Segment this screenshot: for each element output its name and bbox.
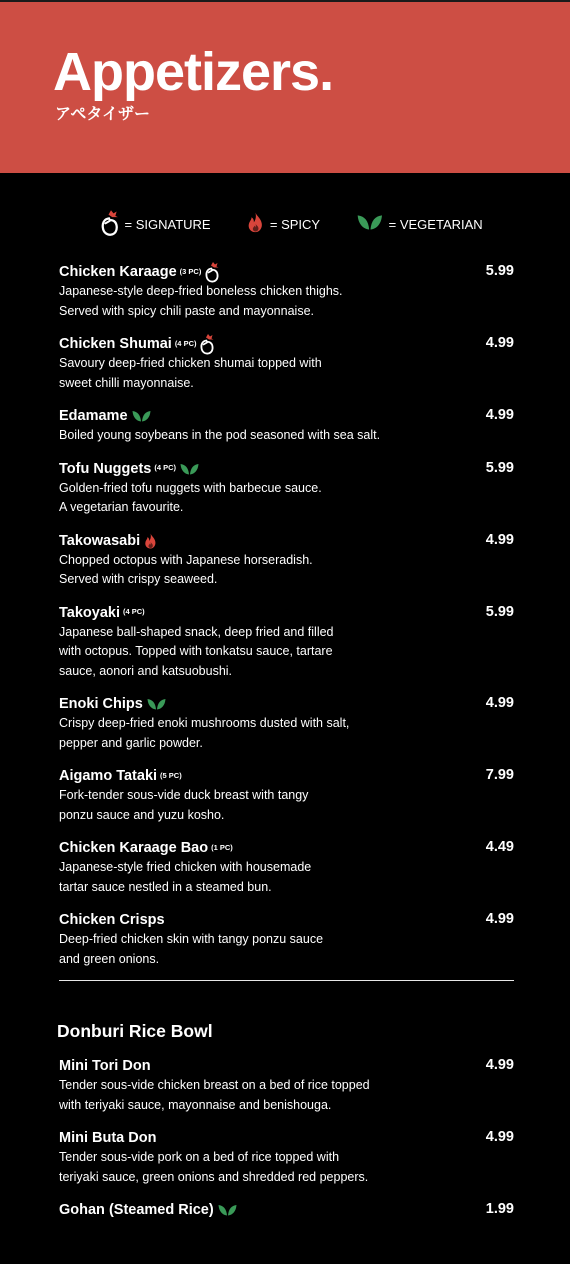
menu-item xyxy=(59,1056,514,1115)
description-line: Served with spicy chili paste and mayonnaise. xyxy=(59,303,314,318)
donburi-section-title: Donburi Rice Bowl xyxy=(57,1021,213,1041)
menu-item-name: Aigamo Tataki xyxy=(59,768,158,784)
menu-item-name: Enoki Chips xyxy=(59,696,143,712)
menu-item-price: 5.99 xyxy=(485,263,514,279)
description-line: A vegetarian favourite. xyxy=(59,500,184,514)
menu-item xyxy=(59,766,514,825)
flame-icon xyxy=(247,212,270,236)
leaf-icon xyxy=(132,410,151,422)
menu-item-price: 5.99 xyxy=(485,459,514,476)
description-line: Served with crispy seaweed. xyxy=(59,572,218,586)
description-line: Golden-fried tofu nuggets with barbecue sauce. xyxy=(59,480,322,495)
menu-item-header xyxy=(59,766,514,786)
legend-signature xyxy=(101,208,211,240)
donburi-list xyxy=(59,1056,514,1233)
menu-item xyxy=(59,694,514,753)
description-line: Crispy deep-fried enoki mushrooms dusted with salt, xyxy=(59,716,350,730)
description-line: Chopped octopus with Japanese horseradish. xyxy=(59,552,313,567)
legend-spicy xyxy=(247,208,320,240)
description-line: tartar sauce nestled in a steamed bun. xyxy=(59,879,272,894)
menu-item-header xyxy=(59,334,514,354)
description-line: pepper and garlic powder. xyxy=(59,735,203,750)
section-divider xyxy=(59,980,514,981)
description-line: with teriyaki sauce, mayonnaise and benishouga. xyxy=(59,1097,332,1112)
description-line: Fork-tender sous-vide duck breast with tangy xyxy=(59,788,309,802)
header-banner xyxy=(0,0,570,173)
flame-icon xyxy=(144,533,157,549)
menu-item-description xyxy=(59,930,459,969)
menu-item xyxy=(59,603,514,682)
legend-signature-label: = SIGNATURE xyxy=(124,216,211,232)
page-subtitle: アペタイザー xyxy=(55,106,151,123)
menu-item-quantity: (4 PC) xyxy=(174,338,197,348)
menu-item-header xyxy=(59,838,514,858)
legend-vegetarian xyxy=(357,208,483,240)
menu-item-description xyxy=(59,426,459,446)
menu-item-name: Edamame xyxy=(59,408,128,424)
description-line: Tender sous-vide pork on a bed of rice topped with xyxy=(59,1150,340,1164)
menu-item-header xyxy=(59,1128,514,1148)
menu-item-header xyxy=(59,910,514,930)
menu-item-price: 4.99 xyxy=(485,407,514,423)
menu-item-name: Tofu Nuggets xyxy=(59,460,152,477)
menu-item xyxy=(59,459,514,518)
menu-item-description xyxy=(59,479,459,518)
menu-item-price: 4.99 xyxy=(485,911,514,927)
menu-item-quantity: (3 PC) xyxy=(179,266,202,276)
menu-item-name: Takowasabi xyxy=(59,532,141,549)
menu-item-name: Mini Tori Don xyxy=(59,1058,151,1074)
page-title: Appetizers. xyxy=(53,42,334,102)
menu-item xyxy=(59,1200,514,1220)
menu-item-name: Chicken Karaage xyxy=(59,264,177,280)
menu-item-price: 7.99 xyxy=(485,767,514,783)
signature-icon xyxy=(101,209,125,240)
menu-item-header xyxy=(59,262,514,282)
appetizers-list xyxy=(59,262,514,982)
menu-item-price: 4.99 xyxy=(485,1129,514,1145)
menu-item-header xyxy=(59,1200,514,1220)
menu-item-description xyxy=(59,551,459,590)
menu-item-price: 4.99 xyxy=(485,531,514,548)
menu-item xyxy=(59,838,514,897)
menu-item-header xyxy=(59,459,514,479)
menu-item-header xyxy=(59,694,514,714)
menu-item xyxy=(59,262,514,321)
signature-icon xyxy=(200,333,214,355)
menu-item-description xyxy=(59,714,459,753)
menu-item xyxy=(59,531,514,590)
description-line: Tender sous-vide chicken breast on a bed of rice topped xyxy=(59,1078,370,1092)
menu-item-quantity: (5 PC) xyxy=(160,770,182,780)
menu-item-price: 4.99 xyxy=(485,695,514,711)
menu-item xyxy=(59,334,514,393)
menu-item-price: 4.49 xyxy=(485,839,514,855)
menu-item-description xyxy=(59,1148,459,1187)
legend-vegetarian-label: = VEGETARIAN xyxy=(388,216,483,232)
description-line: Boiled young soybeans in the pod seasoned with sea salt. xyxy=(59,428,381,442)
menu-item-quantity: (4 PC) xyxy=(123,607,145,616)
menu-item-header xyxy=(59,406,514,426)
menu-item xyxy=(59,406,514,446)
menu-item-name: Mini Buta Don xyxy=(59,1130,157,1146)
menu-item-description xyxy=(59,786,459,825)
description-line: ponzu sauce and yuzu kosho. xyxy=(59,807,225,822)
menu-item xyxy=(59,910,514,969)
description-line: Japanese-style deep-fried boneless chicken thighs. xyxy=(59,284,343,298)
description-line: sweet chilli mayonnaise. xyxy=(59,375,194,390)
menu-item xyxy=(59,1128,514,1187)
description-line: with octopus. Topped with tonkatsu sauce, tartare xyxy=(59,644,333,658)
menu-item-name: Chicken Crisps xyxy=(59,912,165,928)
leaf-icon xyxy=(147,698,166,710)
menu-item-header xyxy=(59,1056,514,1076)
menu-item-description xyxy=(59,623,459,682)
description-line: Japanese ball-shaped snack, deep fried and filled xyxy=(59,624,334,639)
menu-item-price: 4.99 xyxy=(485,1057,514,1073)
description-line: and green onions. xyxy=(59,951,160,966)
leaf-icon xyxy=(180,463,199,475)
menu-item-description xyxy=(59,282,459,321)
menu-item-description xyxy=(59,858,459,897)
icon-legend xyxy=(0,208,570,242)
leaf-icon xyxy=(218,1204,237,1216)
leaf-icon xyxy=(357,214,389,233)
menu-item-price: 4.99 xyxy=(485,335,514,351)
menu-item-name: Chicken Shumai xyxy=(59,336,172,352)
signature-icon xyxy=(205,261,219,283)
menu-item-description xyxy=(59,1076,459,1115)
menu-item-name: Gohan (Steamed Rice) xyxy=(59,1202,214,1218)
description-line: Deep-fried chicken skin with tangy ponzu sauce xyxy=(59,932,324,946)
description-line: Japanese-style fried chicken with housemade xyxy=(59,860,312,874)
menu-item-name: Chicken Karaage Bao xyxy=(59,840,209,856)
menu-item-header xyxy=(59,603,514,623)
menu-item-header xyxy=(59,531,514,551)
menu-item-price: 1.99 xyxy=(485,1201,514,1217)
description-line: teriyaki sauce, green onions and shredded red peppers. xyxy=(59,1169,369,1184)
description-line: sauce, aonori and katsuobushi. xyxy=(59,663,233,678)
menu-item-price: 5.99 xyxy=(485,603,514,620)
menu-item-name: Takoyaki xyxy=(59,604,120,621)
menu-item-quantity: (1 PC) xyxy=(211,842,233,852)
menu-item-quantity: (4 PC) xyxy=(154,463,177,472)
legend-spicy-label: = SPICY xyxy=(269,216,321,232)
menu-item-description xyxy=(59,354,459,393)
description-line: Savoury deep-fried chicken shumai topped with xyxy=(59,356,322,370)
